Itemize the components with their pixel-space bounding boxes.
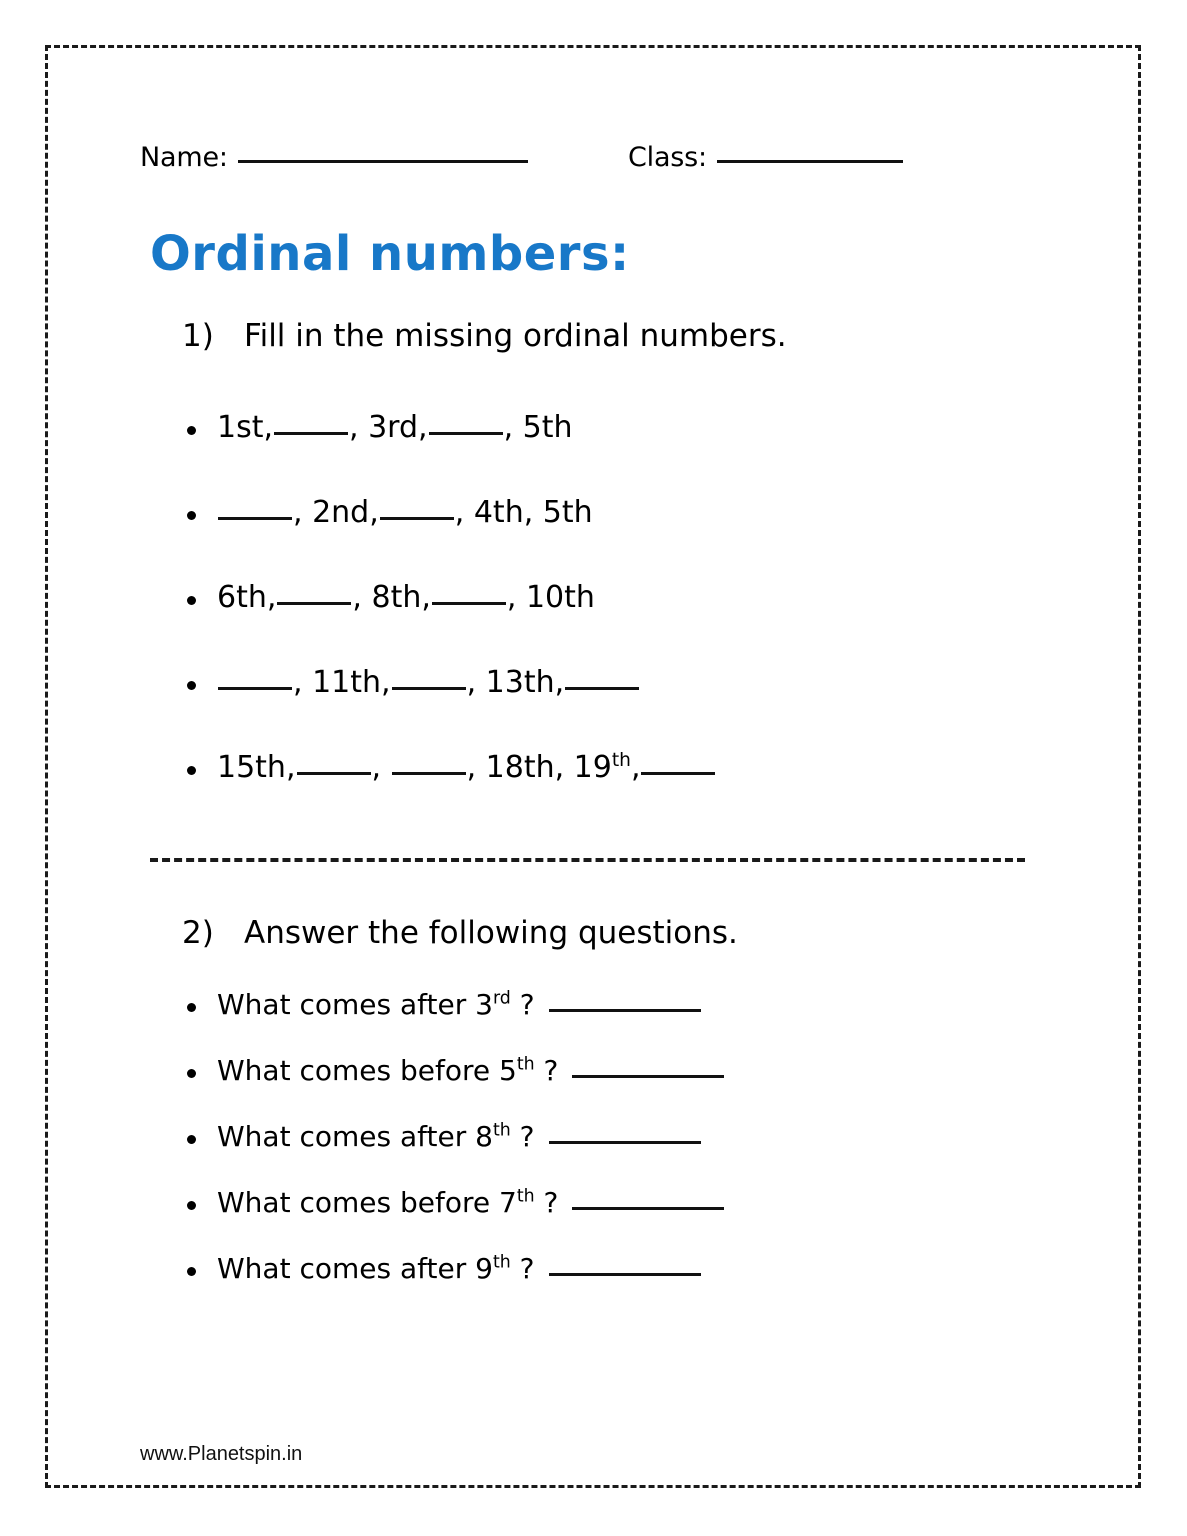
answer-blank[interactable] bbox=[277, 602, 351, 605]
list-item-text bbox=[217, 1252, 702, 1285]
section-1-heading-text: Fill in the missing ordinal numbers. bbox=[244, 318, 787, 354]
ordinal-suffix: th bbox=[492, 1252, 511, 1273]
question-mark: ? bbox=[510, 1252, 535, 1285]
ordinal-token: 5th bbox=[522, 410, 573, 445]
list-item bbox=[185, 665, 1005, 750]
list-item-text: , 11th, , 13th, bbox=[217, 665, 640, 700]
answer-blank[interactable] bbox=[549, 1273, 701, 1276]
ordinal-suffix: th bbox=[492, 1120, 511, 1141]
answer-blank[interactable] bbox=[549, 1141, 701, 1144]
class-label: Class: bbox=[628, 142, 707, 173]
ordinal-token: 1st, bbox=[217, 410, 274, 445]
list-item bbox=[185, 580, 1005, 665]
section-1-number: 1) bbox=[182, 318, 214, 354]
ordinal-suffix: th bbox=[516, 1186, 535, 1207]
class-write-line[interactable] bbox=[717, 160, 903, 163]
missing-ordinals-list bbox=[185, 410, 1005, 835]
question-mark: ? bbox=[534, 1054, 559, 1087]
answer-blank[interactable] bbox=[392, 687, 466, 690]
ordinal-token: 3rd, bbox=[368, 410, 428, 445]
answer-blank[interactable] bbox=[274, 432, 348, 435]
ordinal-token: 8th, bbox=[371, 580, 431, 615]
questions-list bbox=[185, 988, 1005, 1318]
list-item bbox=[185, 495, 1005, 580]
list-item-text bbox=[217, 1120, 702, 1153]
section-1-heading bbox=[182, 318, 787, 354]
list-item bbox=[185, 410, 1005, 495]
page-title: Ordinal numbers: bbox=[150, 226, 630, 282]
list-item-text bbox=[217, 988, 702, 1021]
question-text: What comes before 5 bbox=[217, 1054, 517, 1087]
answer-blank[interactable] bbox=[572, 1075, 724, 1078]
list-item bbox=[185, 988, 1005, 1054]
answer-blank[interactable] bbox=[432, 602, 506, 605]
section-2-heading-text: Answer the following questions. bbox=[244, 915, 738, 951]
name-label: Name: bbox=[140, 142, 228, 173]
list-item-text bbox=[217, 1054, 725, 1087]
footer-website-url[interactable]: www.Planetspin.in bbox=[140, 1443, 303, 1465]
ordinal-token: 10th bbox=[525, 580, 595, 615]
section-2-number: 2) bbox=[182, 915, 214, 951]
answer-blank[interactable] bbox=[380, 517, 454, 520]
answer-blank[interactable] bbox=[218, 517, 292, 520]
answer-blank[interactable] bbox=[429, 432, 503, 435]
ordinal-suffix: th bbox=[611, 750, 631, 771]
ordinal-token: 15th, bbox=[217, 750, 296, 785]
answer-blank[interactable] bbox=[572, 1207, 724, 1210]
ordinal-suffix: th bbox=[516, 1054, 535, 1075]
ordinal-token: 18th, 19 bbox=[485, 750, 612, 785]
student-info-row bbox=[140, 142, 1040, 186]
ordinal-token: 13th, bbox=[485, 665, 565, 700]
ordinal-token: 6th, bbox=[217, 580, 277, 615]
class-field bbox=[628, 142, 903, 173]
ordinal-token: 2nd, bbox=[312, 495, 379, 530]
question-mark: ? bbox=[510, 988, 535, 1021]
list-item bbox=[185, 1252, 1005, 1318]
question-text: What comes after 3 bbox=[217, 988, 493, 1021]
list-item bbox=[185, 1054, 1005, 1120]
ordinal-token: 11th, bbox=[312, 665, 391, 700]
name-field bbox=[140, 142, 528, 173]
list-item-text: , 2nd, , 4th, 5th bbox=[217, 495, 593, 530]
ordinal-token: 4th, 5th bbox=[473, 495, 593, 530]
answer-blank[interactable] bbox=[392, 772, 466, 775]
list-item-text: 15th, , , 18th, 19th, bbox=[217, 750, 716, 785]
question-mark: ? bbox=[510, 1120, 535, 1153]
ordinal-token: , bbox=[630, 750, 641, 785]
answer-blank[interactable] bbox=[297, 772, 371, 775]
name-write-line[interactable] bbox=[238, 160, 528, 163]
answer-blank[interactable] bbox=[218, 687, 292, 690]
question-text: What comes after 8 bbox=[217, 1120, 493, 1153]
list-item bbox=[185, 1186, 1005, 1252]
question-text: What comes after 9 bbox=[217, 1252, 493, 1285]
list-item bbox=[185, 1120, 1005, 1186]
section-2-heading bbox=[182, 915, 738, 951]
answer-blank[interactable] bbox=[565, 687, 639, 690]
question-mark: ? bbox=[534, 1186, 559, 1219]
list-item-text bbox=[217, 1186, 725, 1219]
question-text: What comes before 7 bbox=[217, 1186, 517, 1219]
ordinal-suffix: rd bbox=[492, 988, 511, 1009]
list-item bbox=[185, 750, 1005, 835]
list-item-text: 1st, , 3rd, , 5th bbox=[217, 410, 573, 445]
answer-blank[interactable] bbox=[641, 772, 715, 775]
section-separator bbox=[150, 858, 1025, 862]
answer-blank[interactable] bbox=[549, 1009, 701, 1012]
list-item-text: 6th, , 8th, , 10th bbox=[217, 580, 595, 615]
